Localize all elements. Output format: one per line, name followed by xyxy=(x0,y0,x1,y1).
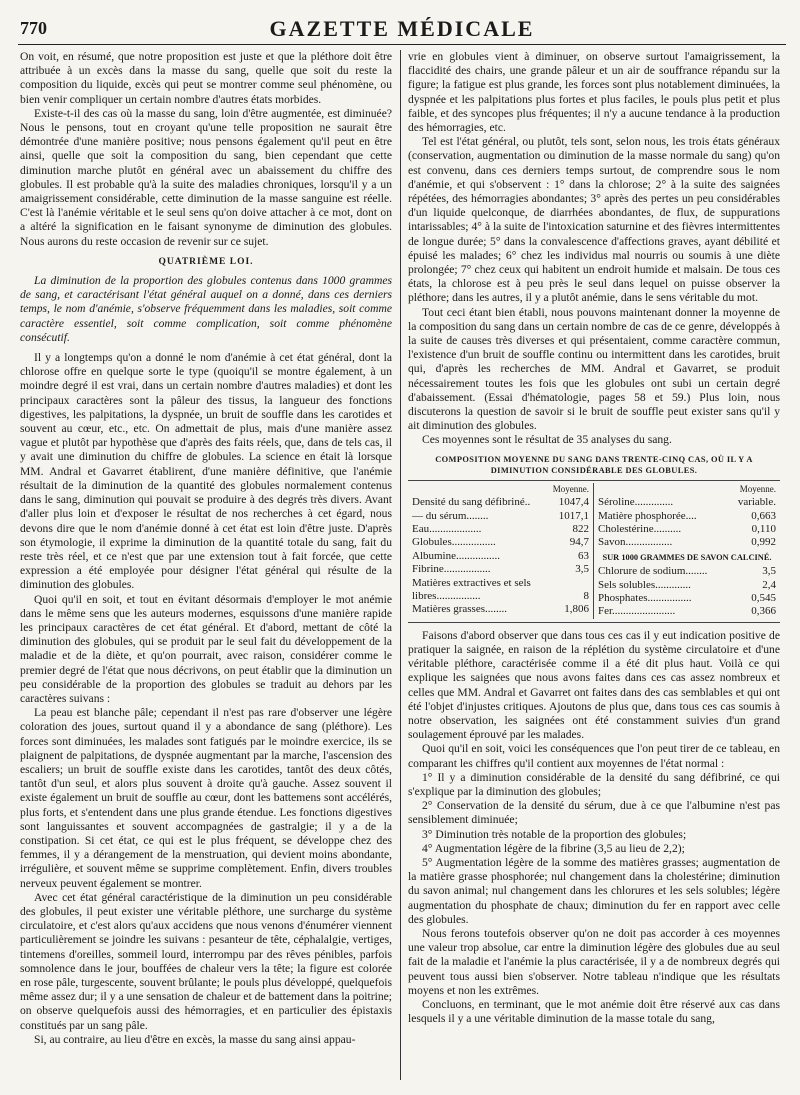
table-rows-right-ash xyxy=(598,565,776,619)
table-cell-value: 1047,4 xyxy=(558,496,589,509)
paragraph: Concluons, en terminant, que le mot anémie doit être réservé aux cas dans lesquels il y a une véritable diminution de la masse totale du sang, xyxy=(408,998,780,1026)
table-cell-label: Densité du sang défibriné.. xyxy=(412,496,531,509)
paragraph: Faisons d'abord observer que dans tous ces cas il y eut indication positive de pratiquer la saignée, en raison de la réplétion du système circulatoire et d'une véritable pléthore, caractérisée comme il a été dit plus haut. Voilà ce qui explique les saignées que nous avons faites dans ces cas assez nombreux et celles que MM. Andral et Gavarret ont faites dans des cas semblables et qui ont été l'objet d'injustes critiques. Ajoutons de plus que, dans tous ces cas soumis à notre observation, les saignées ont été constamment suivies d'un grand soulagement éprouvé par les malades. xyxy=(408,628,780,742)
paragraph: Tout ceci étant bien établi, nous pouvons maintenant donner la moyenne de la composition du sang dans un certain nombre de cas de ce genre, développés à la suite de causes très diverses et qui présentaient, comme caractère commun, l'existence d'un bruit de souffle continu ou intermittent dans les carotides, bruit qui, d'après les recherches de MM. Andral et Gavarret, se produit nécessairement toutes les fois que les globules ont subi un certain degré d'abaissement. (Essai d'hématologie, pages 58 et 59.) Plus loin, nous discuterons la question de savoir si le bruit de souffle peut exister sans qu'il y ait diminution des globules. xyxy=(408,305,780,433)
masthead xyxy=(18,14,786,45)
paragraph: Nous ferons toutefois observer qu'on ne doit pas accorder à ces moyennes une valeur trop absolue, car entre la diminution légère des globules due au seul fait de la maladie et l'anémie la plus caractérisée, il y a de nombreux degrés qui peuvent tous aussi bien s'observer. Notre tableau n'indique que les résultats moyens et non les extrêmes. xyxy=(408,927,780,997)
table-cell-label: — du sérum........ xyxy=(412,509,489,522)
table-row xyxy=(598,579,776,592)
table-cell-label: Eau................... xyxy=(412,522,482,535)
column-header: Moyenne. xyxy=(552,483,589,494)
table-cell-label: Albumine................ xyxy=(412,549,500,562)
page-number: 770 xyxy=(20,18,47,38)
law-statement: La diminution de la proportion des globules contenus dans 1000 grammes de sang, et caractérisant l'état général auquel on a donné, dans ces derniers temps, le nom d'anémie, s'observe fréquemment dans les maladies, soit comme caractère essentiel, soit comme complication, soit comme phénomène consécutif. xyxy=(20,274,392,344)
table-cell-value: variable. xyxy=(737,496,776,509)
table-cell-label: Phosphates................ xyxy=(598,591,692,604)
table-row xyxy=(412,603,589,616)
table-cell-value: 8 xyxy=(583,589,589,602)
journal-title: GAZETTE MÉDICALE xyxy=(269,16,535,41)
table-rows-right xyxy=(598,496,776,550)
table-cell-value: 0,110 xyxy=(751,522,776,535)
section-title: QUATRIÈME LOI. xyxy=(158,256,254,267)
table-cell-value: 0,545 xyxy=(751,591,776,604)
table-cell-value: 63 xyxy=(578,549,589,562)
left-column xyxy=(20,50,392,1080)
table-right-half xyxy=(594,483,780,619)
list-item: 3° Diminution très notable de la proportion des globules; xyxy=(422,827,687,841)
paragraph: vrie en globules vient à diminuer, on observe surtout l'amaigrissement, la flaccidité des chairs, une grande pâleur et un air de souffrance répandu sur la figure; la fatigue est plus grande, les forces sont plus notablement diminuées, la dyspnée et les palpitations plus fortes et plus faciles, le pouls plus petit et plus faible, et des syncopes plus fréquentes; il n'y a aucune tendance à la production des hémorragies, etc. xyxy=(408,50,780,135)
table-row xyxy=(412,563,589,576)
paragraph: Si, au contraire, au lieu d'être en excès, la masse du sang ainsi appau- xyxy=(34,1032,356,1046)
table-left-half xyxy=(408,483,594,619)
paragraph: Avec cet état général caractéristique de la diminution un peu considérable des globules, il peut exister une véritable pléthore, une surcharge du système circulatoire, et c'est alors qu'aux accidens que nous venons d'énumérer viennent particulièrement se joindre les suivans : pesanteur de tête, céphalalgie, vertiges, tintemens d'oreilles, sommeil lourd, interrompu par des rêves pénibles, parfois somnolence dans le jour, bouffées de chaleur vers la tête; la figure est colorée en rose pâle, turgescente, souvent brûlante; le pouls plus développé, quelquefois même assez dur; il y a une sensation de chaleur et de battement dans la poitrine; on observe quelquefois aussi des hémorragies, et en particulier des épistaxis constitués par un sang pâle. xyxy=(20,890,392,1032)
table-cell-label: Globules................ xyxy=(412,536,496,549)
table-cell-label: Savon................. xyxy=(598,536,673,549)
table-cell-value: 0,663 xyxy=(751,509,776,522)
newspaper-page xyxy=(18,14,786,1084)
table-row xyxy=(598,496,776,509)
table-cell-value: 0,992 xyxy=(751,536,776,549)
table-title: COMPOSITION MOYENNE DU SANG DANS TRENTE-CINQ CAS, OÙ IL Y A DIMINUTION CONSIDÉRABLE DES GLOBULES. xyxy=(435,454,753,475)
table-cell-value: 1,806 xyxy=(564,603,589,616)
paragraph: Ces moyennes sont le résultat de 35 analyses du sang. xyxy=(422,433,672,447)
paragraph: Quoi qu'il en soit, et tout en évitant désormais d'employer le mot anémie dans le même sens que les auteurs modernes, esquissons d'une manière rapide les principaux caractères de cet état général. Et d'abord, mettant de côté la diminution des globules, qui se produit par le seul fait du développement de la maladie et de la diète, et qu'on pourrait, avec raison, considérer comme le premier degré de l'état que nous décrivons, on peut établir que la diminution un peu considérable de la proportion des globules se traduit au dehors par les caractères suivans : xyxy=(20,592,392,705)
table-row xyxy=(598,592,776,605)
table-row xyxy=(598,510,776,523)
paragraph: Quoi qu'il en soit, voici les conséquences que l'on peut tirer de ce tableau, en comparant les chiffres qu'il contient aux moyennes de l'état normal : xyxy=(408,742,780,770)
table-cell-value: 822 xyxy=(572,522,589,535)
table-row xyxy=(598,565,776,578)
table-row xyxy=(598,605,776,618)
table-row xyxy=(412,523,589,536)
table-cell-label: Fibrine................. xyxy=(412,563,491,576)
list-item: 5° Augmentation légère de la somme des matières grasses; augmentation de la matière grasse phosphorée; nul changement dans la cholestérine; diminution du savon animal; nul changement dans les chlorures et les sels solubles; légère augmentation du phosphate de chaux; diminution du fer en rapport avec celle des globules. xyxy=(408,856,780,926)
conclusions-list xyxy=(408,771,780,927)
table-row xyxy=(598,523,776,536)
table-row xyxy=(412,550,589,563)
table-cell-value: 94,7 xyxy=(569,536,589,549)
table-cell-value: 2,4 xyxy=(762,578,776,591)
table-row xyxy=(412,510,589,523)
table-rows-left xyxy=(412,496,589,617)
table-cell-label: Sels solubles............. xyxy=(598,578,691,591)
table-row xyxy=(412,590,589,603)
table-cell-value: 3,5 xyxy=(762,565,776,578)
table-subheading: SUR 1000 GRAMMES DE SAVON CALCINÉ. xyxy=(602,552,772,562)
table-cell-label: libres................ xyxy=(412,589,481,602)
article-body xyxy=(18,50,786,1080)
paragraph: La peau est blanche pâle; cependant il n'est pas rare d'observer une légère coloration des joues, surtout quand il y a abondance de sang (pléthore). Les forces sont diminuées, les malades sont fatigués par le moindre exercice, ils se plaignent de palpitations, de dyspnée augmentant par la marche, l'ascension des escaliers; un bruit de souffle existe dans les carotides, tantôt des deux côtés, tantôt d'un seul, et alors plus souvent à droite qu'à gauche. Assez souvent il existe également un bruit de souffle au cœur, dont les battemens sont accélérés, plus forts, et s'entendent dans une plus grande étendue. Les fonctions digestives sont languissantes et souvent accompagnées de gastralgie; il y a de la constipation. Si cet état, ce qui est le plus fréquent, se développe chez des femmes, il y a dérangement de la menstruation, qui devient moins abondante, irrégulière, et souvent même se supprime complètement. Enfin, divers troubles nerveux peuvent également se montrer. xyxy=(20,706,392,890)
list-item: 1° Il y a diminution considérable de la densité du sang défibriné, ce qui s'explique par la diminution des globules; xyxy=(408,770,780,798)
table-row xyxy=(412,536,589,549)
table-row xyxy=(412,577,589,590)
table-row xyxy=(598,536,776,549)
table-cell-value: 3,5 xyxy=(575,563,589,576)
table-cell-value: 0,366 xyxy=(751,605,776,618)
table-cell-label: Chlorure de sodium........ xyxy=(598,565,708,578)
list-item: 2° Conservation de la densité du sérum, due à ce que l'albumine n'est pas sensiblement diminuée; xyxy=(408,799,780,827)
paragraph: Tel est l'état général, ou plutôt, tels sont, selon nous, les trois états généraux (conservation, augmentation ou diminution de la masse normale du sang) qu'on est convenu, dans ces derniers temps surtout, de comprendre sous le nom d'anémie, et qui s'observent : 1° dans la chlorose; 2° à la suite des saignées répétées, des hémorragies abondantes; 3° après des pertes un peu considérables d'un liquide quelconque, de diarrhées abondantes, de flux, de suppurations intarissables; 4° à la suite de l'intoxication saturnine et des fièvres intermittentes de longue durée; 5° dans la convalescence d'affections graves, ayant débilité et épuisé les malades; 6° chez les individus mal nourris ou soumis à une diète prolongée; 7° chez ceux qui habitent un endroit humide et malsain. De tous ces états, la chlorose est à peu près le seul dans lequel on puisse observer la pléthore; dans les autres, il y a plutôt anémie, dans le sens véritable du mot. xyxy=(408,135,780,305)
paragraph: Il y a longtemps qu'on a donné le nom d'anémie à cet état général, dont la chlorose offre en quelque sorte le type (quoiqu'il se montre également, à un moindre degré il est vrai, dans un certain nombre d'autres maladies) et dont les principaux caractères sont la pâleur des tissus, la langueur des fonctions digestives, les palpitations, la dyspnée, un bruit de souffle dans les carotides et souvent au cœur, etc., etc. On admettait de plus, mais d'une manière assez vague et plutôt par hypothèse que d'après des faits réels, que, dans de tels cas, il y avait une diminution du chiffre de globules. La science en était là lorsque MM. Andral et Gavarret établirent, d'une manière définitive, que l'anémie résultait de la diminution de la quantité des globules normalement contenus dans le sang, diminution qui pouvait se produire à des degrés très divers. Avant d'aller plus loin et d'exposer le résultat de nos recherches à cet égard, nous devons dire que le nom d'anémie donné à cet état est loin d'être juste. D'après son étymologie, il exprime la diminution de la quantité totale du sang, fait du reste très réel, et ce n'est que par une extension tout à fait forcée, que cette expression a été employée pour désigner l'état général qui résulte de la diminution des globules. xyxy=(20,351,392,592)
blood-composition-table xyxy=(408,480,780,623)
list-item: 4° Augmentation légère de la fibrine (3,5 au lieu de 2,2); xyxy=(422,841,685,855)
table-row xyxy=(412,496,589,509)
paragraph: On voit, en résumé, que notre proposition est juste et que la pléthore doit être attribuée à un excès dans la masse du sang, quelle que soit du reste la composition du liquide, excès qui peut se montrer comme seul phénomène, ou bien venir compliquer un certain nombre d'autres états morbides. xyxy=(20,50,392,106)
table-cell-label: Séroline.............. xyxy=(598,496,674,509)
table-cell-label: Cholestérine.......... xyxy=(598,522,682,535)
column-divider xyxy=(400,50,401,1080)
column-header: Moyenne. xyxy=(739,483,776,494)
table-cell-label: Matière phosphorée.... xyxy=(598,509,697,522)
table-cell-label: Fer....................... xyxy=(598,605,676,618)
right-column xyxy=(408,50,780,1080)
table-cell-label: Matières grasses........ xyxy=(412,603,508,616)
table-cell-label: Matières extractives et sels xyxy=(412,576,531,589)
table-cell-value: 1017,1 xyxy=(558,509,589,522)
paragraph: Existe-t-il des cas où la masse du sang, loin d'être augmentée, est diminuée? Nous le pensons, tout en croyant qu'une telle proposition ne saurait être démontrée d'une manière positive; nous pensons également qu'il peut en être ainsi, quelle que soit la composition du sang, bien cependant que cette diminution marche plutôt en général avec un abaissement du chiffre des globules. Il est probable qu'à la suite des maladies chroniques, lorsqu'il y a un amaigrissement considérable, cette diminution de la masse sanguine est réelle. C'est là l'anémie véritable et le seul sens qu'on doive attacher à ce mot, dont on a altéré la signification en le faisant synonyme de diminution des globules. Nous aurons du reste occasion de revenir sur ce sujet. xyxy=(20,106,392,248)
